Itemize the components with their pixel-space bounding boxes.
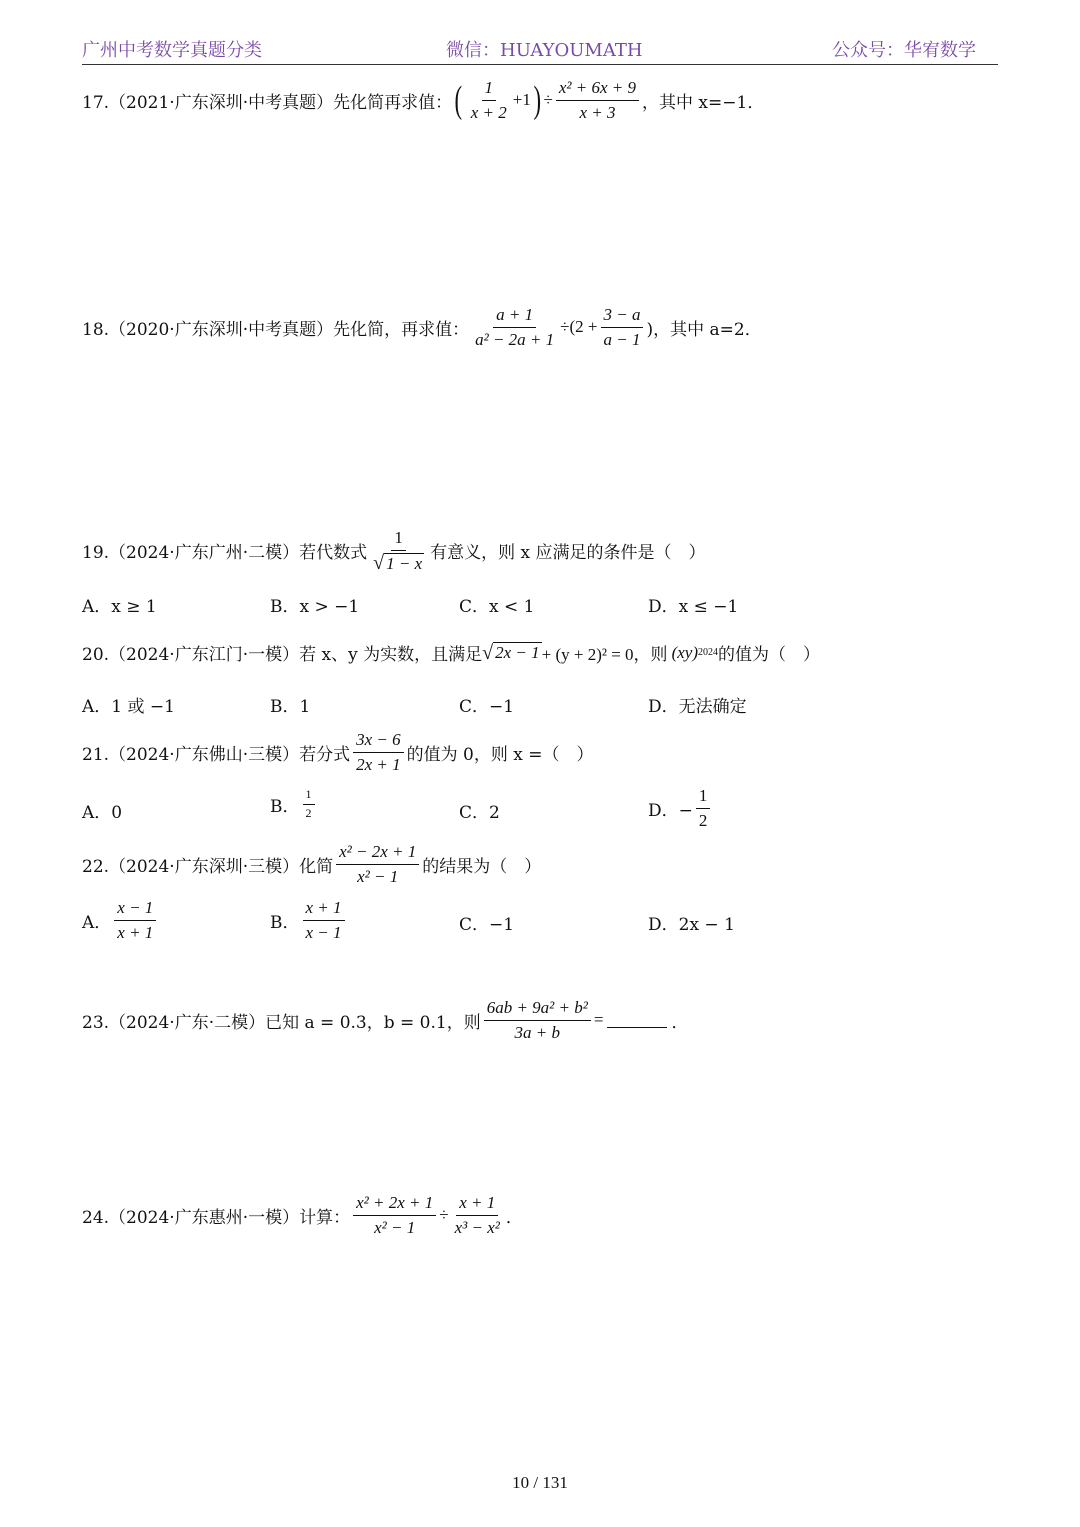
header-divider: [82, 64, 998, 65]
q21-lead: 21.（2024·广东佛山·三模）若分式: [82, 744, 351, 765]
q19-option-a[interactable]: A．x ≥ 1: [82, 597, 157, 617]
q22-option-d[interactable]: D．2x − 1: [648, 915, 735, 935]
q24-lead: 24.（2024·广东惠州·一模）计算：: [82, 1207, 351, 1228]
q20-mid: + (y + 2)² = 0，则: [541, 645, 668, 664]
question-22: [82, 842, 541, 886]
header-left-title: 广州中考数学真题分类: [82, 40, 262, 61]
q19-option-d[interactable]: D．x ≤ −1: [648, 597, 739, 617]
q23-fraction: $\frac{\text{6ab + 9a² + b²}}{3a + b}$: [484, 998, 591, 1042]
q23-answer-blank[interactable]: [607, 1013, 667, 1028]
question-24: [82, 1193, 523, 1237]
q22-option-a[interactable]: A． $\frac{x - 1}{x + 1}$: [82, 898, 159, 942]
q17-right-paren: ): [533, 79, 542, 122]
q23-lead: 23.（2024·广东·二模）已知 a = 0.3，b = 0.1，则: [82, 1012, 481, 1033]
question-18: [82, 305, 762, 349]
q19-lead: 19.（2024·广东广州·二模）若代数式: [82, 543, 368, 564]
q21-option-d-fraction: $\frac{1}{2}$: [696, 786, 711, 830]
q21-option-b[interactable]: B． $\frac{1}{2}$: [270, 788, 318, 821]
q20-lead: 20.（2024·广东江门·一模）若 x、y 为实数，且满足: [82, 645, 483, 665]
q21-option-b-fraction: $\frac{1}{2}$: [303, 788, 315, 821]
q19-fraction: 1 √ 1 − x: [373, 528, 423, 575]
q19-sqrt: √ 1 − x: [373, 552, 423, 575]
q21-fraction: $\frac{3x - 6}{2x + 1}$: [353, 730, 404, 774]
q22-option-a-fraction: $\frac{x - 1}{x + 1}$: [114, 898, 156, 942]
q22-fraction: $\frac{\text{x² − 2x + 1}}{\text{x² − 1}}$: [336, 842, 419, 886]
question-21: [82, 730, 594, 774]
header-wechat: 微信：HUAYOUMATH: [446, 40, 643, 61]
q17-fraction-2: $\frac{\text{x² + 6x + 9}}{x + 3}$: [556, 78, 639, 122]
q17-fraction-1: $\frac{1}{x + 2}$: [470, 78, 507, 122]
sqrt-icon: √: [373, 552, 385, 575]
q21-tail: 的值为 0，则 x =（ ）: [406, 744, 594, 765]
q17-div-sign: ÷: [543, 90, 553, 110]
question-19: [82, 528, 706, 574]
q22-option-b[interactable]: B． $\frac{x + 1}{x - 1}$: [270, 898, 348, 942]
q22-lead: 22.（2024·广东深圳·三模）化简: [82, 856, 334, 877]
q20-tail: 的值为（ ）: [717, 645, 820, 665]
q24-div-sign: ÷: [439, 1205, 449, 1225]
q17-tail: ，其中 x=−1．: [642, 92, 765, 113]
q20-option-b[interactable]: B．1: [270, 697, 311, 717]
q17-plus-one: +1: [512, 90, 531, 110]
q18-fraction-2: $\frac{3 - a}{a - 1}$: [601, 305, 644, 349]
q17-lead: 17.（2021·广东深圳·中考真题）先化简再求值：: [82, 92, 453, 113]
question-17: [82, 78, 764, 122]
q18-lead: 18.（2020·广东深圳·中考真题）先化简，再求值：: [82, 319, 470, 340]
q21-option-d[interactable]: D．− $\frac{1}{2}$: [648, 786, 713, 830]
q20-sqrt: √ 2x − 1: [482, 642, 540, 664]
q19-option-c[interactable]: C．x < 1: [459, 597, 535, 617]
q22-option-c[interactable]: C．−1: [459, 915, 515, 935]
question-23: [82, 998, 688, 1042]
q20-option-c[interactable]: C．−1: [459, 697, 515, 717]
q22-tail: 的结果为（ ）: [422, 856, 542, 877]
q23-tail: ．: [671, 1012, 689, 1033]
q24-fraction-2: $\frac{x + 1}{\text{x³ − x²}}$: [454, 1193, 500, 1237]
q24-tail: ．: [505, 1207, 523, 1228]
page-number: 10 / 131: [512, 1473, 568, 1492]
q22-option-b-fraction: $\frac{x + 1}{x - 1}$: [303, 898, 345, 942]
q24-fraction-1: $\frac{\text{x² + 2x + 1}}{\text{x² − 1}}$: [353, 1193, 436, 1237]
q20-option-d[interactable]: D．无法确定: [648, 697, 747, 717]
q20-exponent: 2024: [697, 647, 718, 658]
q18-tail: )，其中 a=2．: [646, 319, 762, 340]
q18-fraction-1: $\frac{a + 1}{\text{a² − 2a + 1}}$: [475, 305, 555, 349]
header-public-account: 公众号：华宥数学: [832, 40, 976, 61]
q19-option-b[interactable]: B．x > −1: [270, 597, 360, 617]
q20-power-base: (xy): [671, 642, 698, 662]
q17-left-paren: (: [454, 79, 463, 122]
q21-option-c[interactable]: C．2: [459, 803, 500, 823]
question-20: [82, 640, 820, 665]
sqrt-icon: √: [482, 642, 494, 664]
q21-option-a[interactable]: A．0: [82, 803, 123, 823]
q19-tail: 有意义，则 x 应满足的条件是（ ）: [430, 543, 706, 564]
q20-option-a[interactable]: A．1 或 −1: [82, 697, 175, 717]
q23-equals: =: [593, 1010, 604, 1030]
q18-mid: ÷(2 +: [560, 317, 598, 337]
